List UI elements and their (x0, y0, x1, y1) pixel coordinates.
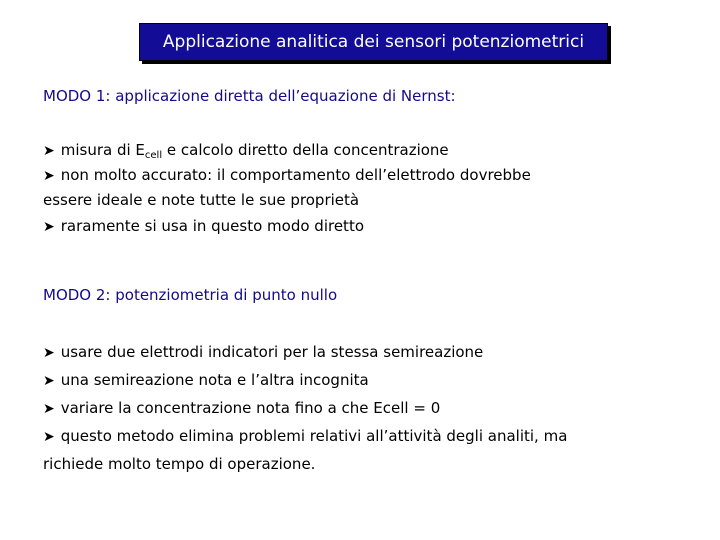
arrowhead-icon: ➤ (43, 429, 55, 445)
bullet-text: una semireazione nota e l’altra incognita (60, 371, 369, 389)
mode2-bullet-4 (43, 422, 567, 451)
arrowhead-icon: ➤ (43, 219, 55, 235)
bullet-text: misura di E (60, 141, 145, 159)
arrowhead-icon: ➤ (43, 168, 55, 184)
arrowhead-icon: ➤ (43, 401, 55, 417)
mode2-bullet-1 (43, 338, 483, 367)
slide-title-box (139, 23, 608, 61)
bullet-text: non molto accurato: il comportamento dell’elettrodo dovrebbe (60, 166, 531, 184)
subscript-cell: cell (144, 150, 163, 161)
mode2-bullet-4-cont: richiede molto tempo di operazione. (43, 455, 316, 473)
bullet-text: e calcolo diretto della concentrazione (162, 141, 449, 159)
mode1-bullet-2-cont: essere ideale e note tutte le sue proprietà (43, 191, 360, 209)
arrowhead-icon: ➤ (43, 373, 55, 389)
slide-title: Applicazione analitica dei sensori potenziometrici (162, 32, 585, 52)
mode2-heading: MODO 2: potenziometria di punto nullo (43, 286, 338, 304)
mode2-bullet-3 (43, 394, 440, 423)
bullet-text: variare la concentrazione nota fino a che Ecell = 0 (60, 399, 441, 417)
mode1-heading: MODO 1: applicazione diretta dell’equazione di Nernst: (43, 87, 456, 105)
arrowhead-icon: ➤ (43, 345, 55, 361)
bullet-text: questo metodo elimina problemi relativi all’attività degli analiti, ma (60, 427, 568, 445)
bullet-text: raramente si usa in questo modo diretto (60, 217, 365, 235)
bullet-text: usare due elettrodi indicatori per la stessa semireazione (60, 343, 484, 361)
mode1-bullet-3 (43, 212, 364, 241)
arrowhead-icon: ➤ (43, 143, 55, 159)
mode2-bullet-2 (43, 366, 369, 395)
